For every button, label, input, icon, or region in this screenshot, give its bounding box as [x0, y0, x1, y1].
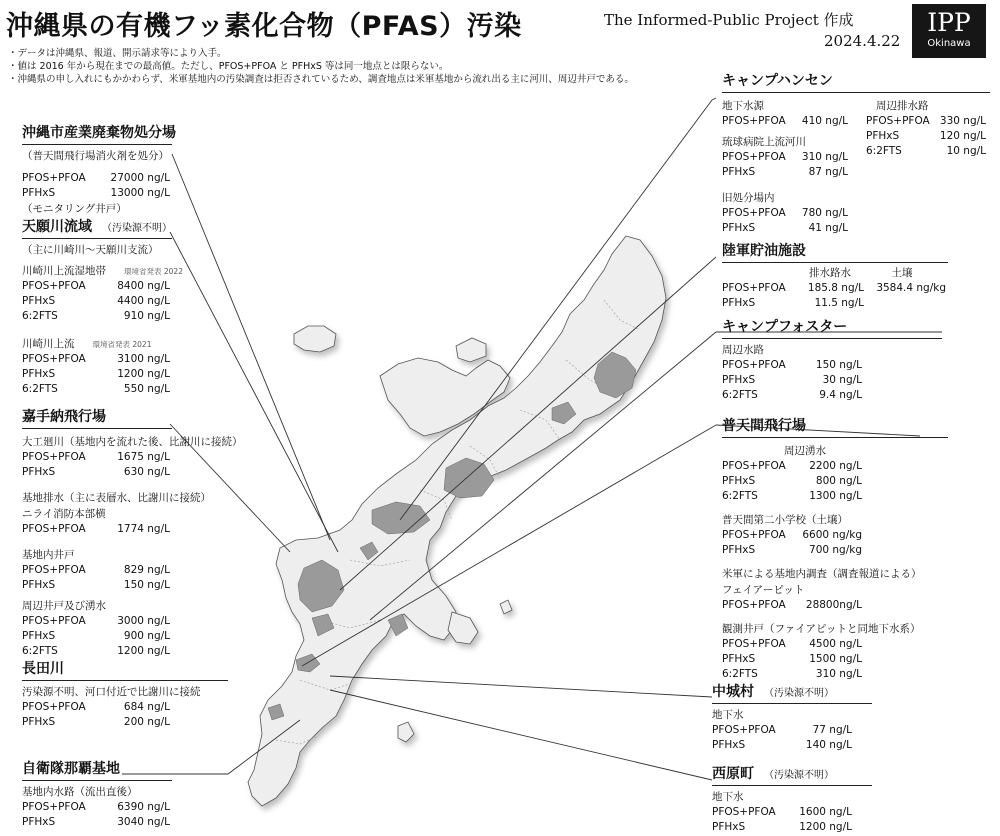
value-row: PFHxS 3040 ng/L: [22, 816, 170, 828]
site-name: 周辺湧水: [784, 445, 826, 457]
leader-hansen: [400, 98, 716, 520]
region-nishihara: [712, 763, 872, 835]
leader-nakagusuku: [330, 676, 712, 697]
pfas-value: 27000 ng/L: [110, 172, 170, 184]
credit-text: The Informed-Public Project 作成: [604, 11, 854, 29]
value-row: PFOS+PFOA 1675 ng/L: [22, 451, 170, 463]
region-subtitle: 周辺水路: [722, 344, 764, 356]
region-title-note: （汚染源不明）: [764, 770, 834, 781]
value-row: PFHxS 41 ng/L: [722, 222, 848, 234]
value-row: PFOS+PFOA 1600 ng/L: [712, 806, 852, 818]
okinawa-main-island: [248, 236, 666, 806]
site: [722, 98, 848, 129]
region-subtitle: （普天間飛行場消火剤を処分）: [22, 150, 169, 162]
site-name: 米軍による基地内調査（調査報道による）: [722, 568, 922, 580]
region-title: [712, 763, 872, 786]
region-title: [22, 216, 172, 239]
hansen-left: [722, 96, 848, 236]
hansen-right: [866, 96, 986, 236]
logo-main: IPP: [927, 8, 971, 37]
region-title: 長田川: [22, 658, 228, 681]
region-title-note: （汚染源不明）: [764, 688, 834, 699]
leader-tengan: [170, 232, 338, 552]
value-row: PFOS+PFOA 2200 ng/L: [722, 460, 862, 472]
site-name: 琉球病院上流河川: [722, 136, 806, 148]
region-title-note: （汚染源不明）: [102, 223, 172, 234]
region-title: 陸軍貯油施設: [722, 240, 948, 263]
value-row: PFHxS 11.5 ng/L: [722, 297, 864, 309]
region-subtitle: 地下水: [712, 791, 744, 803]
site-name: 大工廻川（基地内を流れた後、比謝川に接続）: [22, 436, 243, 448]
region-kadena: [22, 406, 243, 659]
note-line: ・値は 2016 年から現在までの最高値。ただし、PFOS+PFOA と PFHxS 等は同一地点とは限らない。: [8, 61, 449, 72]
region-title-text: 西原町: [712, 766, 754, 782]
region-title: 嘉手納飛行場: [22, 406, 172, 429]
value-row: PFOS+PFOA 28800ng/L: [722, 599, 862, 611]
value-row: PFOS+PFOA 310 ng/L: [722, 151, 848, 163]
value-row: PFHxS 200 ng/L: [22, 716, 170, 728]
region-title: [712, 681, 872, 704]
site-name: 基地内井戸: [22, 549, 75, 561]
value-row: PFOS+PFOA 684 ng/L: [22, 701, 170, 713]
value-row: PFHxS 120 ng/L: [866, 130, 986, 142]
region-title-text: 中城村: [712, 684, 754, 700]
value-row: PFHxS 1500 ng/L: [722, 653, 862, 665]
value-row: 6:2FTS 9.4 ng/L: [722, 389, 862, 401]
site: [22, 434, 243, 480]
region-camp-hansen: [722, 70, 990, 236]
date-text: 2024.4.22: [824, 32, 901, 50]
region-title-text: 天願川流域: [22, 219, 92, 235]
site-name: 普天間第二小学校（土壌）: [722, 514, 848, 526]
site-name: 周辺井戸及び湧水: [22, 600, 106, 612]
value-row: PFOS+PFOA 3000 ng/L: [22, 615, 170, 627]
page-title: 沖縄県の有機フッ素化合物（PFAS）汚染: [6, 11, 522, 42]
site-name-2: ニライ消防本部横: [22, 508, 106, 520]
value-row: PFHxS 4400 ng/L: [22, 295, 170, 307]
pfas-name: PFOS+PFOA: [22, 172, 86, 184]
note-line: ・データは沖縄県、報道、開示請求等により入手。: [8, 48, 227, 59]
region-naha: [22, 758, 172, 830]
site: [22, 336, 172, 397]
site: [22, 171, 172, 216]
value-row: PFHxS 900 ng/L: [22, 630, 170, 642]
ipp-logo: [912, 4, 986, 58]
value-row: 6:2FTS 10 ng/L: [866, 145, 986, 157]
value-row: [22, 186, 172, 201]
site-name: 旧処分場内: [722, 192, 775, 204]
value-row: PFOS+PFOA 185.8 ng/L 3584.4 ng/kg: [722, 282, 946, 294]
value-row: 6:2FTS 910 ng/L: [22, 310, 170, 322]
site: [22, 490, 211, 537]
value-row: PFOS+PFOA 4500 ng/L: [722, 638, 862, 650]
region-subtitle: 基地内水路（流出直後）: [22, 786, 138, 798]
region-futenma: [722, 415, 948, 682]
site: [722, 190, 848, 236]
region-okinawa-waste: [22, 122, 176, 216]
site: [722, 512, 948, 558]
value-row: PFHxS 30 ng/L: [722, 374, 862, 386]
region-title: 普天間飛行場: [722, 415, 948, 438]
value-row: PFHxS 1200 ng/L: [712, 821, 852, 833]
note-line: ・沖縄県の申し入れにもかかわらず、米軍基地内の汚染調査は拒否されているため、調査地点は米軍基地から流れ出る主に河川、周辺井戸である。: [8, 74, 634, 85]
site: [722, 621, 948, 682]
value-row: PFOS+PFOA 6600 ng/kg: [722, 529, 862, 541]
value-row: PFOS+PFOA 829 ng/L: [22, 564, 170, 576]
pfas-value: 13000 ng/L: [110, 187, 170, 199]
iejima-island: [294, 326, 336, 352]
small-island: [500, 600, 512, 614]
pfas-name: PFHxS: [22, 187, 56, 199]
region-tengan: [22, 216, 183, 397]
value-row: PFHxS 800 ng/L: [722, 475, 862, 487]
region-nakagusuku: [712, 681, 872, 753]
island-land: [248, 236, 666, 806]
site: [722, 134, 848, 180]
region-subtitle: 地下水: [712, 709, 744, 721]
region-title: キャンプフォスター: [722, 316, 942, 339]
region-note: （モニタリング井戸）: [22, 203, 127, 215]
region-title: 沖縄市産業廃棄物処分場: [22, 122, 172, 145]
value-row: PFOS+PFOA 410 ng/L: [722, 115, 848, 127]
value-row: PFOS+PFOA 1774 ng/L: [22, 523, 170, 535]
yagaji-island: [456, 338, 486, 362]
site-name-2: フェイアーピット: [722, 584, 805, 596]
region-subtitle: 汚染源不明、河口付近で比謝川に接続: [22, 686, 201, 698]
site-name: 地下水源: [722, 100, 764, 112]
value-row: PFOS+PFOA 3100 ng/L: [22, 353, 170, 365]
source-note: 環境省発表 2021: [92, 340, 152, 349]
value-row: PFOS+PFOA 8400 ng/L: [22, 280, 170, 292]
region-title: 自衛隊那覇基地: [22, 758, 172, 781]
source-note: 環境省発表 2022: [124, 267, 183, 276]
region-title: キャンプハンセン: [722, 70, 990, 93]
value-row: 6:2FTS 1200 ng/L: [22, 645, 170, 657]
hansen-columns: [722, 96, 990, 236]
value-row: PFHxS 700 ng/kg: [722, 544, 862, 556]
value-row: PFOS+PFOA 330 ng/L: [866, 115, 986, 127]
site-name: 観測井戸（ファイアピットと同地下水系）: [722, 623, 921, 635]
value-row: PFHxS 140 ng/L: [712, 739, 852, 751]
value-row: PFOS+PFOA 780 ng/L: [722, 207, 848, 219]
katsuren-peninsula: [448, 612, 478, 644]
value-row: PFHxS 87 ng/L: [722, 166, 848, 178]
site: [22, 598, 172, 659]
column-headers: [722, 266, 948, 281]
region-nagata: [22, 658, 228, 730]
col-header-drain: 排水路水: [809, 267, 851, 279]
value-row: PFHxS 1200 ng/L: [22, 368, 170, 380]
value-row: PFOS+PFOA 6390 ng/L: [22, 801, 170, 813]
value-row: 6:2FTS 310 ng/L: [722, 668, 862, 680]
leader-nishihara: [330, 690, 712, 780]
site: [22, 547, 172, 593]
site: [722, 443, 948, 504]
logo-sub: Okinawa: [927, 38, 971, 49]
site-name: 周辺排水路: [876, 100, 929, 112]
value-row: 6:2FTS 1300 ng/L: [722, 490, 862, 502]
leader-rikugun: [340, 257, 716, 590]
site: [722, 566, 948, 613]
site-name: 基地排水（主に表層水、比謝川に接続）: [22, 492, 211, 504]
col-header-soil: 土壌: [891, 267, 913, 279]
value-row: [22, 171, 172, 186]
value-row: PFOS+PFOA 77 ng/L: [712, 724, 852, 736]
value-row: 6:2FTS 550 ng/L: [22, 383, 170, 395]
site-name: 川崎川上流湿地帯 環境省発表 2022: [22, 265, 183, 277]
region-camp-foster: [722, 316, 942, 403]
value-row: PFHxS 630 ng/L: [22, 466, 170, 478]
region-subtitle: （主に川崎川～天願川支流）: [22, 244, 159, 256]
site: [866, 98, 986, 159]
value-row: PFHxS 150 ng/L: [22, 579, 170, 591]
region-army-oil: [722, 240, 948, 311]
value-row: PFOS+PFOA 150 ng/L: [722, 359, 862, 371]
notes: [8, 47, 634, 86]
site: [22, 263, 183, 324]
site-name: 川崎川上流 環境省発表 2021: [22, 338, 152, 350]
tsuken-island: [398, 722, 414, 742]
